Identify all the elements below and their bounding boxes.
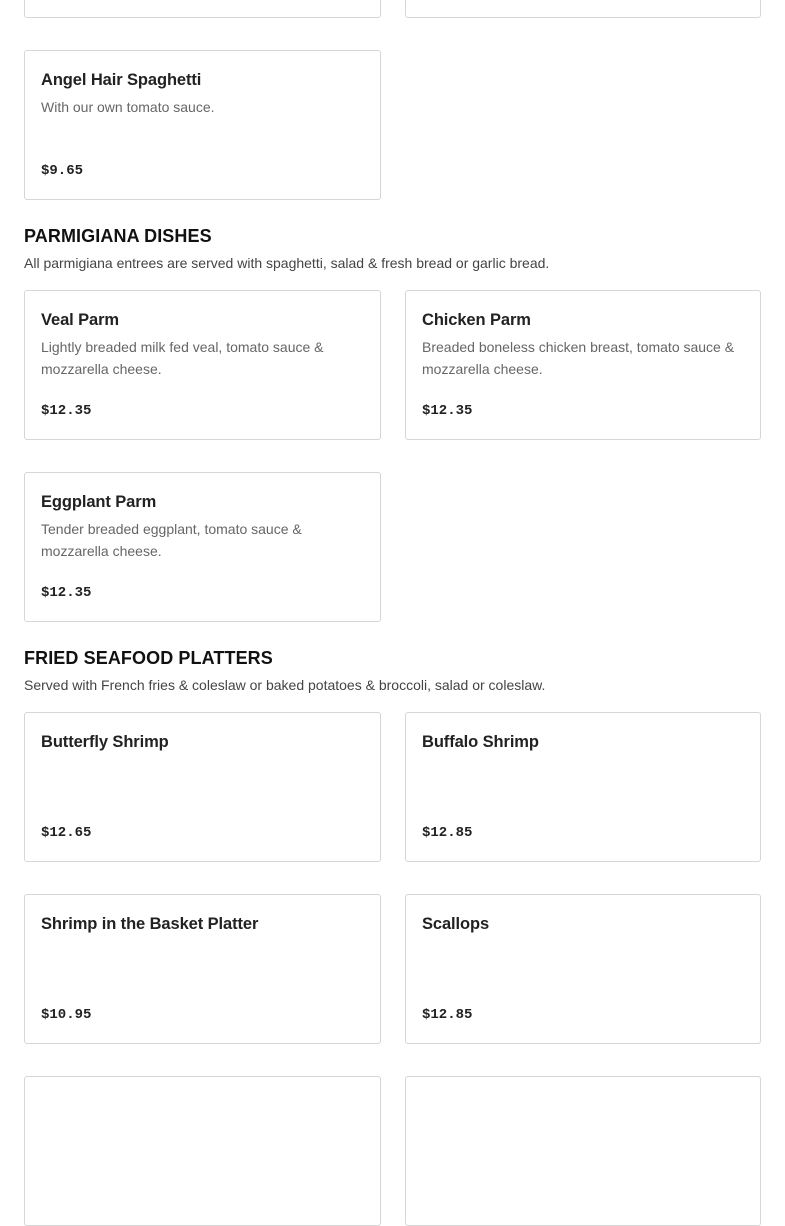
menu-item-price: $12.85 [422, 825, 473, 841]
menu-item-name: Butterfly Shrimp [41, 733, 169, 751]
menu-item-name: Shrimp in the Basket Platter [41, 915, 259, 933]
menu-item-price: $12.35 [41, 585, 92, 601]
menu-item-name: Chicken Parm [422, 311, 531, 329]
menu-item-card-veal-parm[interactable] [24, 290, 381, 440]
menu-item-name: Scallops [422, 915, 490, 933]
menu-item-card[interactable] [24, 0, 381, 18]
menu-item-card-shrimp-basket-platter[interactable] [24, 894, 381, 1044]
menu-item-card-butterfly-shrimp[interactable] [24, 712, 381, 862]
menu-item-card[interactable] [405, 1076, 761, 1226]
menu-item-price: $10.95 [41, 1007, 92, 1023]
menu-item-description: With our own tomato sauce. [41, 99, 215, 115]
section-description-fried-seafood: Served with French fries & coleslaw or baked potatoes & broccoli, salad or coleslaw. [24, 677, 546, 693]
menu-item-card[interactable] [405, 0, 761, 18]
section-description-parmigiana: All parmigiana entrees are served with spaghetti, salad & fresh bread or garlic bread. [24, 255, 550, 271]
menu-item-price: $12.35 [41, 403, 92, 419]
menu-item-card-scallops[interactable] [405, 894, 761, 1044]
menu-item-description: Lightly breaded milk fed veal, tomato sauce & mozzarella cheese. [41, 339, 324, 377]
menu-item-card-angel-hair-spaghetti[interactable] [24, 50, 381, 200]
section-title-fried-seafood: FRIED SEAFOOD PLATTERS [24, 648, 273, 668]
menu-item-card-eggplant-parm[interactable] [24, 472, 381, 622]
menu-item-description: Tender breaded eggplant, tomato sauce & mozzarella cheese. [41, 521, 302, 559]
menu-item-name: Angel Hair Spaghetti [41, 71, 202, 89]
menu-item-card[interactable] [24, 1076, 381, 1226]
menu-item-name: Veal Parm [41, 311, 119, 329]
menu-item-price: $12.35 [422, 403, 473, 419]
menu-item-card-buffalo-shrimp[interactable] [405, 712, 761, 862]
menu-item-price: $12.85 [422, 1007, 473, 1023]
menu-item-name: Eggplant Parm [41, 493, 157, 511]
section-title-parmigiana: PARMIGIANA DISHES [24, 226, 212, 246]
menu-item-card-chicken-parm[interactable] [405, 290, 761, 440]
menu-item-description: Breaded boneless chicken breast, tomato sauce & mozzarella cheese. [422, 339, 735, 377]
menu-item-price: $9.65 [41, 163, 84, 179]
menu-item-price: $12.65 [41, 825, 92, 841]
menu-item-name: Buffalo Shrimp [422, 733, 539, 751]
